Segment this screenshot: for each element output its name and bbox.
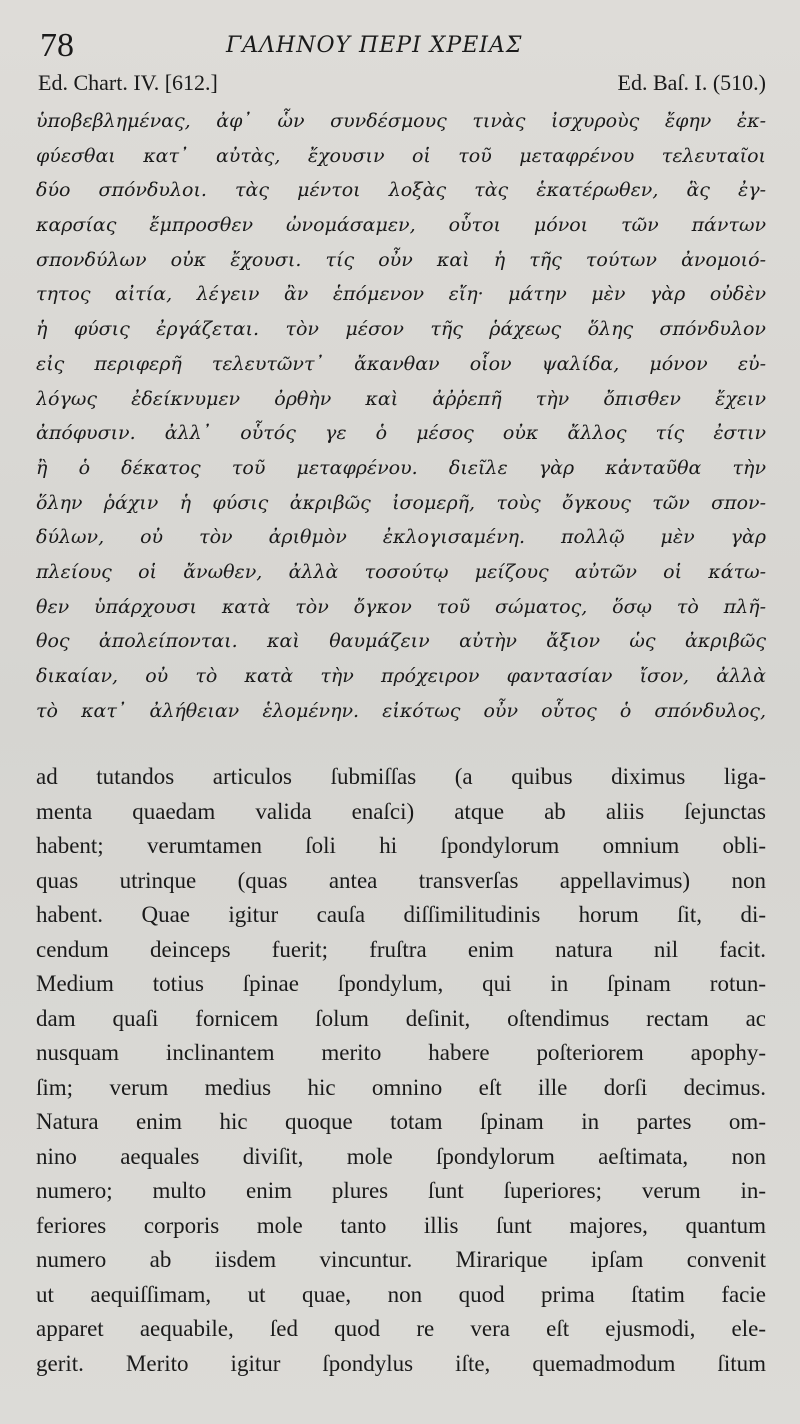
page-number: 78 — [40, 27, 74, 64]
latin-line: gerit. Merito igitur ſpondylus iſte, quemadmodum ſitum — [36, 1350, 766, 1376]
greek-line: ὅλην ῥάχιν ἡ φύσις ἀκριβῶς ἰσομερῆ, τοὺς ὄγκους τῶν σπον- — [36, 491, 766, 514]
latin-line: menta quaedam valida enaſci) atque ab aliis ſejunctas — [36, 798, 766, 824]
greek-line: θεν ὑπάρχουσι κατὰ τὸν ὄγκον τοῦ σώματος, ὅσῳ τὸ πλῆ- — [36, 595, 766, 618]
latin-line: Natura enim hic quoque totam ſpinam in partes om- — [36, 1109, 766, 1134]
greek-line: φύεσθαι κατ᾽ αὐτὰς, ἔχουσιν οἱ τοῦ μεταφρένου τελευταῖοι — [36, 144, 766, 167]
greek-line: ἡ φύσις ἐργάζεται. τὸν μέσον τῆς ῥάχεως ὅλης σπόνδυλον — [36, 318, 766, 341]
greek-line: σπονδύλων οὐκ ἔχουσι. τίς οὖν καὶ ἡ τῆς τούτων ἀνομοιό- — [36, 248, 766, 271]
greek-line: λόγως ἐδείκνυμεν ὀρθὴν καὶ ἀῤῥεπῆ τὴν ὄπισθεν ἔχειν — [36, 387, 766, 410]
latin-line: habent; verumtamen ſoli hi ſpondylorum omnium obli- — [36, 833, 766, 858]
latin-line: numero ab iisdem vincuntur. Mirarique ipſam convenit — [36, 1247, 766, 1272]
latin-line: dam quaſi fornicem ſolum deſinit, oſtendimus rectam ac — [36, 1005, 766, 1031]
edition-references — [36, 68, 766, 100]
latin-line: nino aequales diviſit, mole ſpondylorum aeſtimata, non — [36, 1143, 766, 1169]
latin-line: ſim; verum medius hic omnino eſt ille dorſi decimus. — [36, 1074, 766, 1100]
greek-line: τητος αἰτία, λέγειν ἂν ἑπόμενον εἴη· μάτην μὲν γὰρ οὐδὲν — [36, 283, 766, 306]
latin-line: habent. Quae igitur cauſa diſſimilitudinis horum ſit, di- — [36, 902, 766, 927]
latin-line: ut aequiſſimam, ut quae, non quod prima ſtatim facie — [36, 1281, 766, 1307]
page-header — [36, 24, 776, 68]
greek-line: θος ἀπολείπονται. καὶ θαυμάζειν αὐτὴν ἄξιον ὡς ἀκριβῶς — [36, 630, 766, 653]
greek-line: ὑποβεβλημένας, ἀφ᾽ ὧν συνδέσμους τινὰς ἰσχυροὺς ἔφην ἐκ- — [36, 110, 766, 132]
greek-text-block — [36, 104, 766, 728]
latin-text-block — [36, 760, 766, 1410]
greek-line: τὸ κατ᾽ ἀλήθειαν ἑλομένην. εἰκότως οὖν οὗτος ὁ σπόνδυλος, — [36, 699, 766, 722]
greek-line: ἀπόφυσιν. ἀλλ᾽ οὗτός γε ὁ μέσος οὐκ ἄλλος τίς ἐστιν — [36, 422, 766, 445]
latin-line: feriores corporis mole tanto illis ſunt majores, quantum — [36, 1212, 766, 1238]
latin-line: nusquam inclinantem merito habere poſteriorem apophy- — [36, 1040, 766, 1065]
edition-basel-ref: Ed. Baſ. I. (510.) — [617, 70, 766, 95]
latin-line: Medium totius ſpinae ſpondylum, qui in ſpinam rotun- — [36, 971, 766, 996]
latin-line: apparet aequabile, ſed quod re vera eſt ejusmodi, ele- — [36, 1316, 766, 1341]
edition-chartier-ref: Ed. Chart. IV. [612.] — [38, 70, 218, 95]
greek-line: δύλων, οὐ τὸν ἀριθμὸν ἐκλογισαμένη. πολλῷ μὲν γὰρ — [36, 526, 766, 549]
latin-line: quas utrinque (quas antea transverſas appellavimus) non — [36, 867, 766, 893]
greek-line: δύο σπόνδυλοι. τὰς μέντοι λοξὰς τὰς ἑκατέρωθεν, ἃς ἐγ- — [36, 179, 766, 202]
latin-line: ad tutandos articulos ſubmiſſas (a quibus diximus liga- — [36, 764, 766, 789]
greek-line: εἰς περιφερῆ τελευτῶντ᾽ ἄκανθαν οἷον ψαλίδα, μόνον εὐ- — [36, 352, 766, 375]
greek-line: πλείους οἱ ἄνωθεν, ἀλλὰ τοσούτῳ μείζους αὐτῶν οἱ κάτω- — [36, 560, 766, 583]
running-title: ΓΑΛΗΝΟΥ ΠΕΡΙ ΧΡΕΙΑΣ — [226, 33, 523, 58]
latin-line: numero; multo enim plures ſunt ſuperiores; verum in- — [36, 1178, 766, 1203]
greek-line: ἢ ὁ δέκατος τοῦ μεταφρένου. διεῖλε γὰρ κἀνταῦθα τὴν — [36, 456, 766, 479]
latin-line: cendum deinceps fuerit; fruſtra enim natura nil facit. — [36, 936, 766, 962]
greek-line: καρσίας ἔμπροσθεν ὠνομάσαμεν, οὗτοι μόνοι τῶν πάντων — [36, 214, 766, 237]
greek-line: δικαίαν, οὐ τὸ κατὰ τὴν πρόχειρον φαντασίαν ἴσον, ἀλλὰ — [36, 665, 766, 687]
